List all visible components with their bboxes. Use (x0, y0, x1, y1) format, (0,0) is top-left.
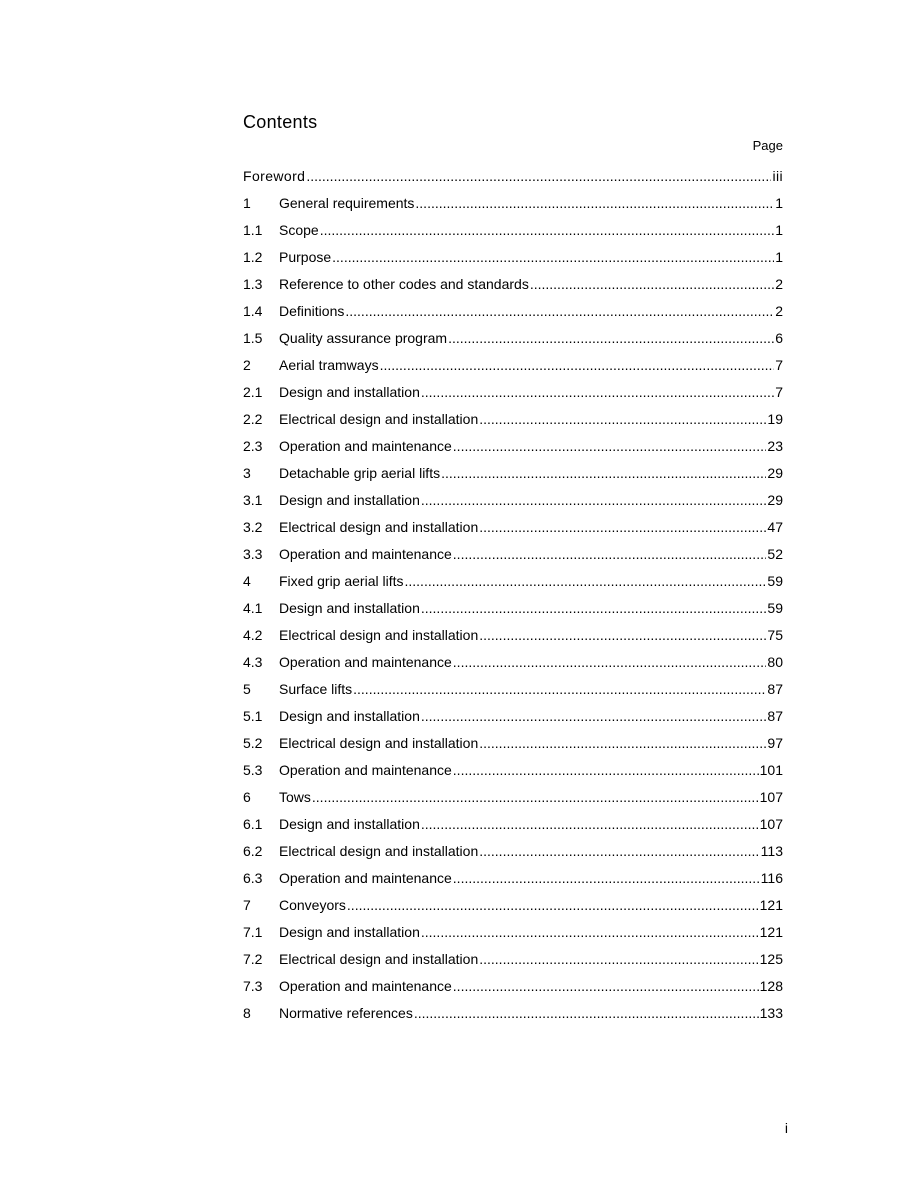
toc-entry[interactable] (243, 676, 783, 703)
toc-entry-page: 1 (775, 222, 783, 238)
toc-entry-title: Scope (279, 222, 319, 238)
toc-entry[interactable] (243, 163, 783, 190)
toc-entry-page: 75 (767, 627, 783, 643)
footer-page-number: i (784, 1120, 788, 1136)
toc-entry-title: Detachable grip aerial lifts (279, 465, 441, 481)
toc-entry-number: 6.1 (243, 816, 263, 832)
toc-entry-page: 7 (775, 357, 783, 373)
toc-entry-number: 4.2 (243, 627, 263, 643)
toc-dot-leader (453, 649, 767, 676)
toc-entry-number: 1 (243, 195, 251, 211)
toc-entry[interactable] (243, 352, 783, 379)
toc-entry-number: 1.1 (243, 222, 263, 238)
toc-entry-number: 6.2 (243, 843, 263, 859)
toc-dot-leader (421, 811, 759, 838)
toc-entry-page: 47 (767, 519, 783, 535)
toc-entry-page: iii (772, 168, 783, 184)
contents-heading: Contents (243, 112, 318, 132)
toc-entry-page: 2 (775, 276, 783, 292)
toc-dot-leader (479, 838, 759, 865)
toc-entry[interactable] (243, 271, 783, 298)
toc-entry-title: Operation and maintenance (279, 870, 452, 886)
page-column-label: Page (752, 138, 783, 153)
toc-entry-title: Design and installation (279, 708, 420, 724)
toc-entry-page: 29 (767, 492, 783, 508)
toc-entry-number: 5.3 (243, 762, 263, 778)
toc-entry-title: Tows (279, 789, 311, 805)
toc-entry-page: 2 (775, 303, 783, 319)
toc-entry[interactable] (243, 838, 783, 865)
toc-entry-page: 23 (767, 438, 783, 454)
toc-entry[interactable] (243, 730, 783, 757)
toc-entry-number: 3 (243, 465, 251, 481)
toc-dot-leader (441, 460, 766, 487)
toc-entry-page: 6 (775, 330, 783, 346)
toc-entry-number: 2.1 (243, 384, 263, 400)
toc-dot-leader (347, 892, 759, 919)
toc-entry[interactable] (243, 379, 783, 406)
toc-entry-page: 113 (760, 843, 783, 859)
toc-entry-page: 7 (775, 384, 783, 400)
toc-entry[interactable] (243, 919, 783, 946)
toc-entry-number: 6.3 (243, 870, 263, 886)
toc-entry-page: 116 (760, 870, 783, 886)
toc-entry-number: 5.2 (243, 735, 263, 751)
toc-dot-leader (405, 568, 767, 595)
toc-entry-title: Operation and maintenance (279, 546, 452, 562)
toc-entry-page: 107 (759, 816, 783, 832)
toc-entry-page: 128 (759, 978, 783, 994)
toc-entry-title: Reference to other codes and standards (279, 276, 529, 292)
toc-dot-leader (453, 757, 759, 784)
toc-entry-title: Fixed grip aerial lifts (279, 573, 404, 589)
toc-entry-title: Aerial tramways (279, 357, 379, 373)
toc-entry-title: Electrical design and installation (279, 519, 479, 535)
toc-entry-number: 3.3 (243, 546, 263, 562)
toc-dot-leader (353, 676, 766, 703)
toc-dot-leader (421, 379, 774, 406)
toc-entry-title: Surface lifts (279, 681, 353, 697)
toc-entry-page: 1 (775, 195, 783, 211)
toc-entry-page: 107 (759, 789, 783, 805)
toc-dot-leader (421, 487, 767, 514)
toc-entry-title: Design and installation (279, 384, 420, 400)
toc-entry-title: Operation and maintenance (279, 654, 452, 670)
toc-entry[interactable] (243, 298, 783, 325)
toc-entry-title: Design and installation (279, 492, 420, 508)
toc-entry-title: Design and installation (279, 924, 420, 940)
toc-entry-number: 1.2 (243, 249, 263, 265)
toc-entry-title: Definitions (279, 303, 345, 319)
toc-entry-number: 7.2 (243, 951, 263, 967)
toc-entry-number: 2.3 (243, 438, 263, 454)
toc-entry[interactable] (243, 757, 783, 784)
toc-entry-number: 4 (243, 573, 251, 589)
toc-entry[interactable] (243, 703, 783, 730)
toc-entry[interactable] (243, 865, 783, 892)
toc-dot-leader (414, 1000, 759, 1027)
toc-entry-title: Electrical design and installation (279, 735, 479, 751)
toc-dot-leader (421, 919, 759, 946)
toc-entry[interactable] (243, 622, 783, 649)
toc-dot-leader (421, 703, 767, 730)
toc-entry-title: Electrical design and installation (279, 411, 479, 427)
toc-entry[interactable] (243, 190, 783, 217)
toc-entry-title: Operation and maintenance (279, 438, 452, 454)
toc-entry-title: Quality assurance program (279, 330, 448, 346)
toc-entry-title: Electrical design and installation (279, 843, 479, 859)
toc-entry-page: 97 (767, 735, 783, 751)
toc-entry[interactable] (243, 433, 783, 460)
toc-entry[interactable] (243, 244, 783, 271)
toc-dot-leader (479, 946, 758, 973)
toc-entry-number: 1.5 (243, 330, 263, 346)
toc-dot-leader (380, 352, 775, 379)
toc-entry-title: Conveyors (279, 897, 346, 913)
toc-dot-leader (479, 406, 766, 433)
toc-entry-title: Design and installation (279, 600, 420, 616)
toc-dot-leader (479, 514, 766, 541)
toc-dot-leader (453, 865, 760, 892)
toc-dot-leader (415, 190, 774, 217)
toc-entry-page: 121 (759, 897, 783, 913)
toc-entry[interactable] (243, 406, 783, 433)
toc-dot-leader (306, 163, 771, 190)
toc-entry-number: 3.1 (243, 492, 263, 508)
toc-entry-number: 1.4 (243, 303, 263, 319)
toc-entry-title: Electrical design and installation (279, 627, 479, 643)
toc-entry-title: General requirements (279, 195, 415, 211)
toc-entry-number: 7.1 (243, 924, 263, 940)
toc-dot-leader (453, 541, 767, 568)
toc-entry-number: 4.3 (243, 654, 263, 670)
toc-entry-number: 4.1 (243, 600, 263, 616)
toc-dot-leader (530, 271, 774, 298)
toc-entry-page: 87 (767, 708, 783, 724)
toc-entry[interactable] (243, 784, 783, 811)
toc-entry-page: 87 (767, 681, 783, 697)
toc-entry-page: 59 (767, 573, 783, 589)
toc-dot-leader (479, 730, 766, 757)
toc-entry[interactable] (243, 973, 783, 1000)
toc-entry-number: 1.3 (243, 276, 263, 292)
toc-entry[interactable] (243, 514, 783, 541)
toc-entry-number: 7.3 (243, 978, 263, 994)
toc-dot-leader (345, 298, 774, 325)
toc-entry-number: 7 (243, 897, 251, 913)
toc-entry[interactable] (243, 595, 783, 622)
toc-entry-page: 1 (775, 249, 783, 265)
toc-entry-title: Operation and maintenance (279, 762, 452, 778)
toc-dot-leader (332, 244, 774, 271)
toc-dot-leader (453, 433, 767, 460)
toc-entry[interactable] (243, 946, 783, 973)
toc-entry-page: 133 (759, 1005, 783, 1021)
toc-entry-page: 121 (759, 924, 783, 940)
toc-entry-page: 125 (759, 951, 783, 967)
toc-entry-title: Purpose (279, 249, 332, 265)
toc-entry-page: 59 (767, 600, 783, 616)
toc-entry-number: 5.1 (243, 708, 263, 724)
toc-entry-number: 2 (243, 357, 251, 373)
toc-entry-page: 19 (767, 411, 783, 427)
toc-entry[interactable] (243, 811, 783, 838)
toc-entry[interactable] (243, 217, 783, 244)
toc-entry[interactable] (243, 541, 783, 568)
table-of-contents (243, 163, 783, 1027)
toc-entry-number: 5 (243, 681, 251, 697)
toc-dot-leader (312, 784, 759, 811)
toc-entry-title: Foreword (243, 168, 306, 184)
toc-entry-page: 52 (767, 546, 783, 562)
toc-entry[interactable] (243, 460, 783, 487)
toc-dot-leader (453, 973, 759, 1000)
toc-entry-title: Electrical design and installation (279, 951, 479, 967)
toc-entry[interactable] (243, 649, 783, 676)
toc-entry-title: Normative references (279, 1005, 413, 1021)
toc-entry[interactable] (243, 568, 783, 595)
toc-entry-title: Design and installation (279, 816, 420, 832)
toc-entry-title: Operation and maintenance (279, 978, 452, 994)
toc-entry[interactable] (243, 487, 783, 514)
toc-dot-leader (448, 325, 774, 352)
toc-entry-page: 101 (759, 762, 783, 778)
toc-entry-page: 80 (767, 654, 783, 670)
toc-entry-number: 3.2 (243, 519, 263, 535)
toc-entry[interactable] (243, 325, 783, 352)
toc-entry-number: 2.2 (243, 411, 263, 427)
toc-dot-leader (479, 622, 766, 649)
toc-entry-number: 6 (243, 789, 251, 805)
toc-dot-leader (421, 595, 767, 622)
toc-entry[interactable] (243, 892, 783, 919)
toc-dot-leader (320, 217, 775, 244)
toc-entry-number: 8 (243, 1005, 251, 1021)
toc-entry[interactable] (243, 1000, 783, 1027)
toc-entry-page: 29 (767, 465, 783, 481)
